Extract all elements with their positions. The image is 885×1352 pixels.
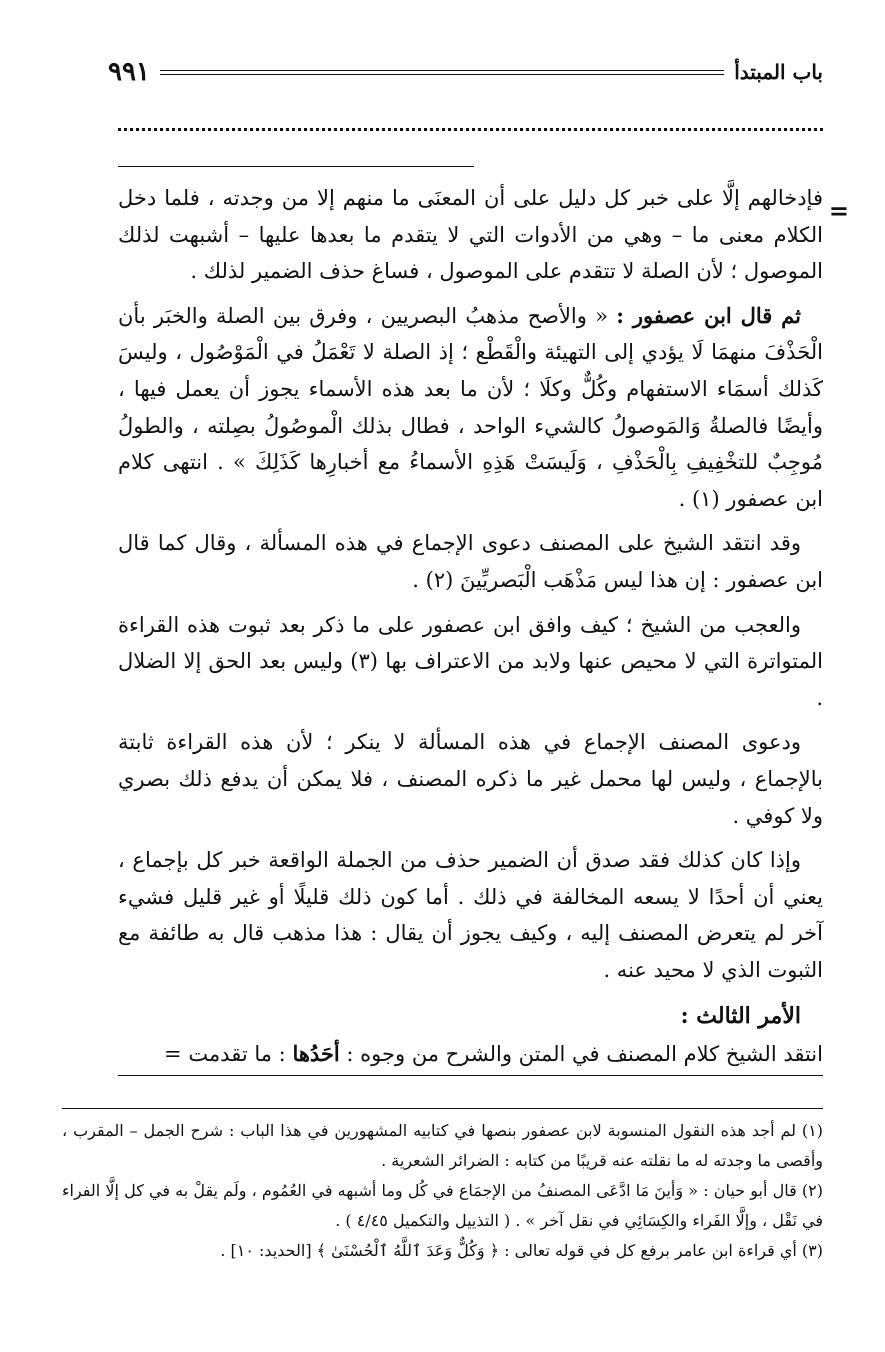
footnote-1: (١) لم أجد هذه النقول المنسوبة لابن عصفور بنصها في كتابيه المشهورين في هذا الباب : شرح الجمل – المقرب ، وأقصى ما وجدته له ما نقلته عنه قريبًا من كتابه : الضرائر الشعرية . [62, 1121, 823, 1170]
paragraph-7-end: : ما تقدمت = [164, 1042, 293, 1067]
continuation-marker-top: = [828, 196, 849, 225]
header-rule [160, 70, 724, 75]
paragraph-7 [118, 1036, 823, 1076]
section-heading: الأمر الثالث : [680, 1003, 801, 1030]
page-header [108, 52, 823, 92]
page-number: ٩٩١ [108, 57, 150, 87]
paragraph-1: فإدخالهم إلَّا على خبر كل دليل على أن المعنَى ما منهم إلا من وجدته ، فلما دخل الكلام معنى ما – وهي من الأدوات التي لا يتقدم ما بعدها عليها – أشبهت لذلك الموصول ؛ لأن الصلة لا تتقدم على الموصول ، فساغ حذف الضمير لذلك . [118, 186, 823, 284]
footnote-separator [62, 1108, 823, 1109]
paragraph-7-bold: أحَدُها [292, 1041, 340, 1067]
paragraph-4: والعجب من الشيخ ؛ كيف وافق ابن عصفور على ما ذكر بعد ثبوت هذه القراءة المتواترة التي لا محيص عنها ولابد من الاعتراف بها (٣) وليس بعد الحق إلا الضلال . [118, 612, 823, 710]
short-divider [118, 166, 474, 167]
footnote-3: (٣) أي قراءة ابن عامر برفع كل في قوله تعالى : ﴿ وَكُلٌّ وَعَدَ ٱللَّهُ ٱلْحُسْنَىٰ ﴾ [الحديد: ١٠] . [220, 1241, 823, 1260]
chapter-title: باب المبتدأ [734, 60, 823, 84]
paragraph-2-lead: ثم قال ابن عصفور : [616, 302, 802, 328]
footnotes [62, 1116, 823, 1266]
paragraph-2-text: « والأصح مذهبُ البصريين ، وفرق بين الصلة والخبَر بأن الْحَذْفَ منهمَا لَا يؤدي إلى التهيئة والْقَطْع ؛ إذ الصلة لا تَعْمَلُ في الْمَوْصُول ، وليسَ كَذلك أسمَاء الاستفهام وكُلٌّ وكلَا ؛ لأن ما بعد هذه الأسماء يجوز أن يعمل فيها ، وأيضًا فالصلةُ وَالمَوصولُ كالشيء الواحد ، فطال بذلك الْموصُولُ بصِلته ، والطولُ مُوجِبٌ للتخْفِيفِ بِالْحَذْفِ ، وَلَيسَتْ هَذِهِ الأسماءُ مع أخبارِها كَذَلِكَ » . انتهى كلام ابن عصفور (١) . [118, 303, 823, 511]
main-text [118, 180, 823, 1084]
paragraph-6: وإذا كان كذلك فقد صدق أن الضمير حذف من الجملة الواقعة خبر كل بإجماع ، يعني أن أحدًا لا يسعه المخالفة في ذلك . أما كون ذلك قليلًا أو غير قليل فشيء آخر لم يتعرض المصنف إليه ، وكيف يجوز أن يقال : هذا مذهب قال به طائفة مع الثبوت الذي لا محيد عنه . [118, 848, 823, 982]
paragraph-7-text: انتقد الشيخ كلام المصنف في المتن والشرح من وجوه : [339, 1042, 823, 1067]
footnote-2: (٢) قال أبو حيان : « وَأينَ مَا ادَّعَى المصنفُ من الإجمَاع في كُل وما أشبهه في العُمُوم ، ولَم يقلْ به في كل إلَّا الفراء في نَقْل ، وإلَّا الفَراء والكِسَائِي في نقل آخر » . ( التذييل والتكميل ٤/٤٥ ) . [62, 1181, 823, 1230]
dotted-divider [118, 128, 823, 131]
paragraph-5: ودعوى المصنف الإجماع في هذه المسألة لا ينكر ؛ لأن هذه القراءة ثابتة بالإجماع ، وليس لها محمل غير ما ذكره المصنف ، فلا يمكن أن يدفع ذلك بصري ولا كوفي . [118, 730, 823, 828]
paragraph-3: وقد انتقد الشيخ على المصنف دعوى الإجماع في هذه المسألة ، وقال كما قال ابن عصفور : إن هذا ليس مَذْهَب الْبَصريِّينَ (٢) . [118, 531, 823, 592]
paragraph-2 [118, 298, 823, 518]
